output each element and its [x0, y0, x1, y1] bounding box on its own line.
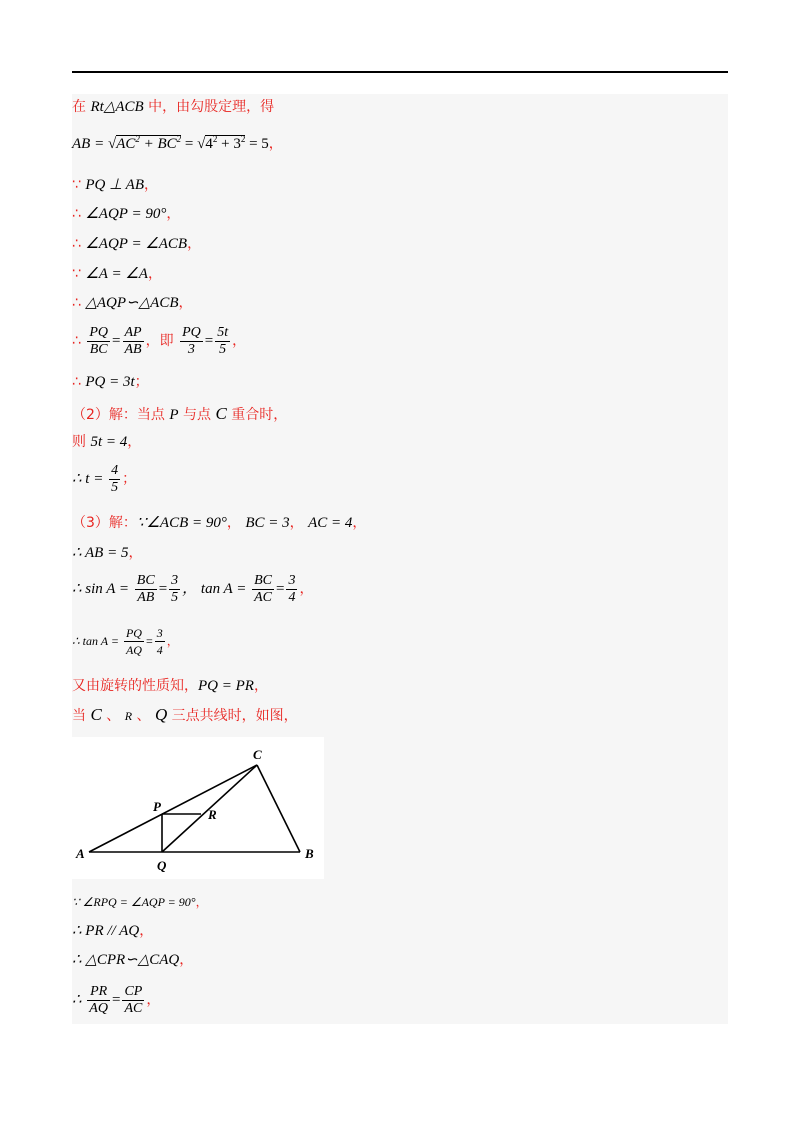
line-ab-5: ∴ AB = 5，: [72, 545, 143, 561]
fraction-ap-ab: $\frac{AP}{AB}$: [124, 324, 142, 357]
line-similar-aqp-acb: ∴ △AQP∽△ACB，: [72, 295, 193, 311]
line-angle-rpq: ∵ ∠RPQ = ∠AQP = 90°，: [72, 895, 208, 909]
header-rule: [72, 71, 728, 73]
fraction-3-4: $\frac{3}{4}$: [288, 572, 296, 605]
segment-ac: [89, 765, 257, 852]
line-pq-3t: ∴ PQ = 3t；: [72, 374, 149, 390]
label-b: B: [305, 846, 314, 861]
solution-block: [72, 94, 728, 1024]
label-a: A: [76, 846, 85, 861]
fraction-pq-bc: $\frac{PQ}{BC}$: [89, 324, 109, 357]
line-angle-aqp-90: ∴ ∠AQP = 90°，: [72, 206, 181, 222]
fraction-pq-3: $\frac{PQ}{3}$: [182, 324, 201, 357]
line-angle-a-common: ∵ ∠A = ∠A，: [72, 266, 162, 282]
line-proportion-pr: ∴ $\frac{PR}{AQ}$ = $\frac{CP}{AC}$ ，: [72, 983, 161, 1016]
line-collinear: 当 C 、 R 、 Q 三点共线时，如图，: [72, 705, 298, 724]
fraction-3-5: $\frac{3}{5}$: [171, 572, 179, 605]
geometry-figure: [72, 737, 324, 879]
fraction-bc-ac: $\frac{BC}{AC}$: [254, 572, 272, 605]
segment-cb: [257, 765, 300, 852]
label-c: C: [253, 747, 262, 762]
label-q: Q: [157, 858, 167, 873]
fraction-3-4b: $\frac{3}{4}$: [156, 626, 163, 657]
line-proportion-pq: ∴ $\frac{PQ}{BC}$ = $\frac{AP}{AB}$ ，即 $\frac{PQ}{3}$ = $\frac{5t}{5}$ ，: [72, 324, 247, 357]
triangle-diagram: [72, 737, 324, 879]
line-5t-eq-4: 则 5t = 4，: [72, 434, 142, 450]
line-pr-parallel-aq: ∴ PR // AQ，: [72, 923, 154, 939]
line-part2-heading: （2）解：当点 P 与点 C 重合时，: [72, 404, 288, 423]
line-t-value: ∴ t = $\frac{4}{5}$ ；: [72, 462, 137, 495]
sqrt-term-2: $4^2 + 3^2$: [205, 134, 246, 152]
fraction-pr-aq: $\frac{PR}{AQ}$: [89, 983, 108, 1016]
line-ab-equation: AB = $√AC^2 + BC^2 = √4^2 + 3^2 = 5$，: [72, 134, 283, 152]
fraction-cp-ac: $\frac{CP}{AC}$: [124, 983, 143, 1016]
line-angle-aqp-acb: ∴ ∠AQP = ∠ACB，: [72, 236, 202, 252]
label-p: P: [153, 799, 161, 814]
sqrt-term-1: $AC^2 + BC^2$: [116, 134, 182, 152]
fraction-bc-ab: $\frac{BC}{AB}$: [136, 572, 155, 605]
line-similar-cpr-caq: ∴ △CPR∽△CAQ，: [72, 952, 194, 968]
fraction-5t-5: $\frac{5t}{5}$: [217, 324, 229, 357]
line-rotation-property: 又由旋转的性质知，PQ = PR，: [72, 678, 268, 694]
line-sin-tan: ∴ sin A = $\frac{BC}{AB}$ = $\frac{3}{5}$ ， tan A = $\frac{BC}{AC}$ = $\frac{3}{4}$ ，: [72, 572, 314, 605]
line-tan-pq-aq: ∴ tan A = $\frac{PQ}{AQ}$ = $\frac{3}{4}$ ，: [72, 626, 179, 657]
fraction-4-5: $\frac{4}{5}$: [111, 462, 119, 495]
fraction-pq-aq: $\frac{PQ}{AQ}$: [125, 626, 142, 657]
line-part3-heading: （3）解：∵∠ACB = 90°， BC = 3， AC = 4，: [72, 515, 367, 531]
line-pythagoras-intro: 在 Rt△ACB 中，由勾股定理，得: [72, 99, 275, 115]
label-r: R: [208, 807, 217, 822]
line-pq-perp-ab: ∵ PQ ⊥ AB，: [72, 177, 158, 193]
